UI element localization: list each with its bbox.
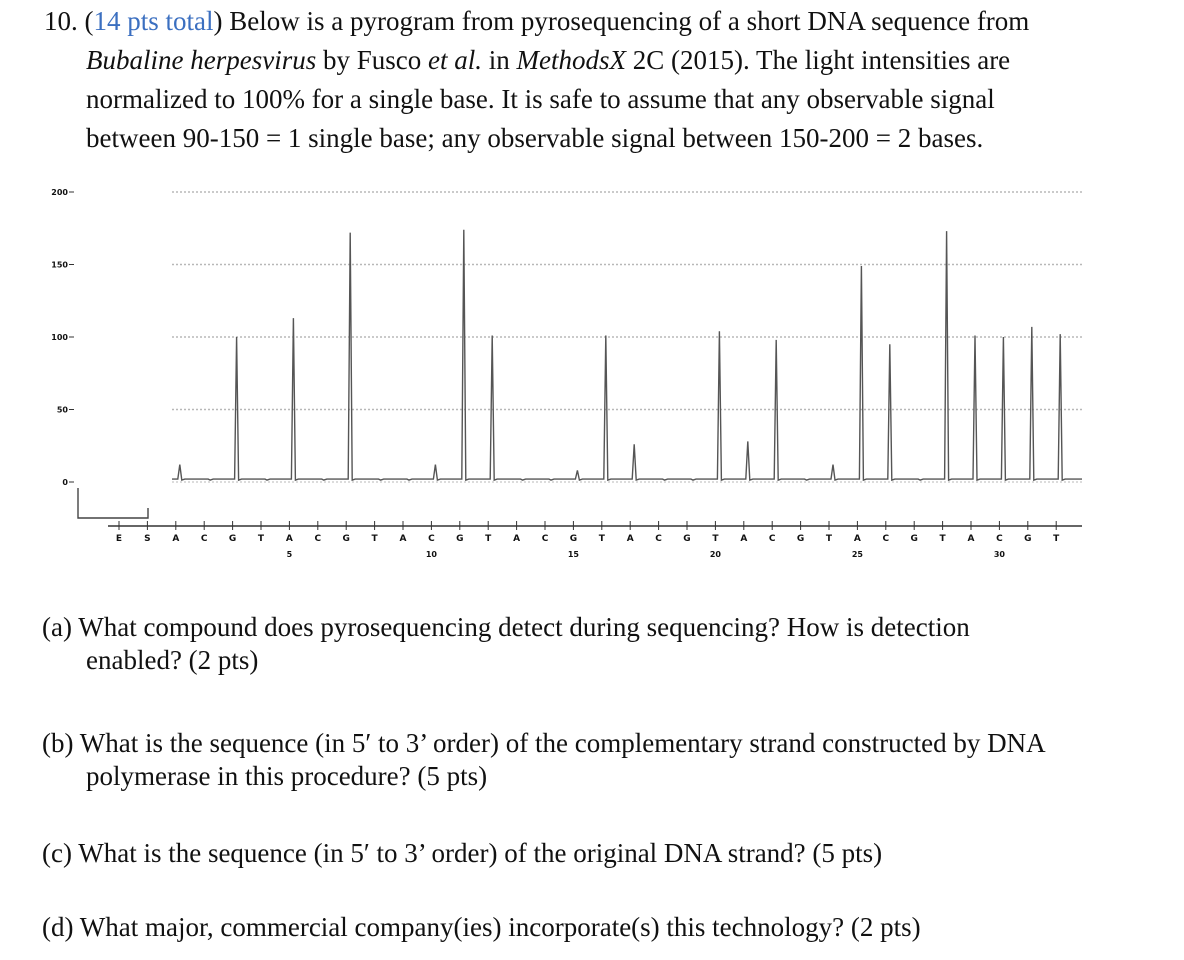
y-tick-label: 200 [51, 188, 68, 197]
dispensation-label: G [683, 534, 691, 544]
x-number-label: 25 [851, 550, 863, 559]
dispensation-label: G [1024, 534, 1032, 544]
question-a: (a) What compound does pyrosequencing detect during sequencing? How is detection enabled? (2 pts) [42, 612, 970, 675]
dispensation-label: T [371, 534, 378, 544]
dispensation-label: C [314, 534, 322, 544]
dispensation-label: T [939, 534, 946, 544]
question-d: (d) What major, commercial company(ies) incorporate(s) this technology? (2 pts) [42, 912, 921, 942]
x-number-label: 15 [567, 550, 579, 559]
pyrogram-trace [172, 230, 1082, 480]
problem-line-1: 10. (14 pts total) Below is a pyrogram from pyrosequencing of a short DNA sequence from [44, 6, 1030, 36]
dispensation-label: T [257, 534, 265, 544]
y-tick-label: 100 [51, 333, 68, 342]
dispensation-label: C [768, 534, 776, 544]
x-axis [108, 521, 1082, 559]
pyrogram-chart [0, 170, 1120, 580]
dispensation-label: A [853, 534, 861, 544]
points-total: 14 pts total [93, 6, 214, 36]
species-name: Bubaline herpesvirus [86, 45, 317, 75]
y-axis [51, 188, 148, 518]
problem-line-2: Bubaline herpesvirus by Fusco et al. in MethodsX 2C (2015). The light intensities are [86, 45, 1011, 75]
axis-bracket [78, 488, 148, 518]
dispensation-label: A [513, 534, 521, 544]
dispensation-label: T [1053, 534, 1060, 544]
problem-line-4: between 90-150 = 1 single base; any observable signal between 150-200 = 2 bases. [86, 123, 984, 153]
dispensation-label: A [626, 534, 634, 544]
dispensation-label: T [712, 534, 719, 544]
dispensation-label: C [655, 534, 662, 544]
dispensation-label: G [910, 534, 918, 544]
dispensation-label: C [200, 534, 208, 544]
dispensation-label: E [115, 534, 123, 544]
dispensation-label: A [967, 534, 975, 544]
dispensation-label: G [342, 534, 350, 544]
dispensation-label: T [598, 534, 605, 544]
dispensation-label: S [144, 534, 151, 544]
dispensation-label: A [285, 534, 293, 544]
x-number-label: 20 [709, 550, 721, 559]
problem-number: 10. [44, 6, 78, 36]
dispensation-label: G [796, 534, 805, 544]
dispensation-label: C [541, 534, 549, 544]
dispensation-label: G [569, 534, 578, 544]
y-tick-label: 0 [62, 478, 68, 487]
question-b: (b) What is the sequence (in 5′ to 3’ order) of the complementary strand constructed by DNA polymerase in this procedure? (5 pts) [42, 728, 1046, 791]
x-number-label: 5 [286, 550, 293, 559]
dispensation-label: A [399, 534, 407, 544]
question-c: (c) What is the sequence (in 5′ to 3’ order) of the original DNA strand? (5 pts) [42, 838, 883, 868]
dispensation-label: C [428, 534, 435, 544]
x-number-label: 30 [993, 550, 1005, 559]
y-tick-label: 50 [56, 405, 68, 415]
problem-statement [44, 2, 1154, 158]
problem-line-3: normalized to 100% for a single base. It is safe to assume that any observable signal [86, 84, 995, 114]
dispensation-label: A [740, 534, 748, 544]
dispensation-label: C [996, 534, 1003, 544]
dispensation-label: T [825, 534, 833, 544]
x-number-label: 10 [425, 550, 437, 559]
y-tick-label: 150 [51, 260, 68, 270]
dispensation-label: G [456, 534, 464, 544]
dispensation-label: G [228, 534, 237, 544]
dispensation-label: A [172, 534, 180, 544]
dispensation-label: T [485, 534, 492, 544]
journal-name: MethodsX [516, 45, 626, 75]
dispensation-label: C [882, 534, 890, 544]
